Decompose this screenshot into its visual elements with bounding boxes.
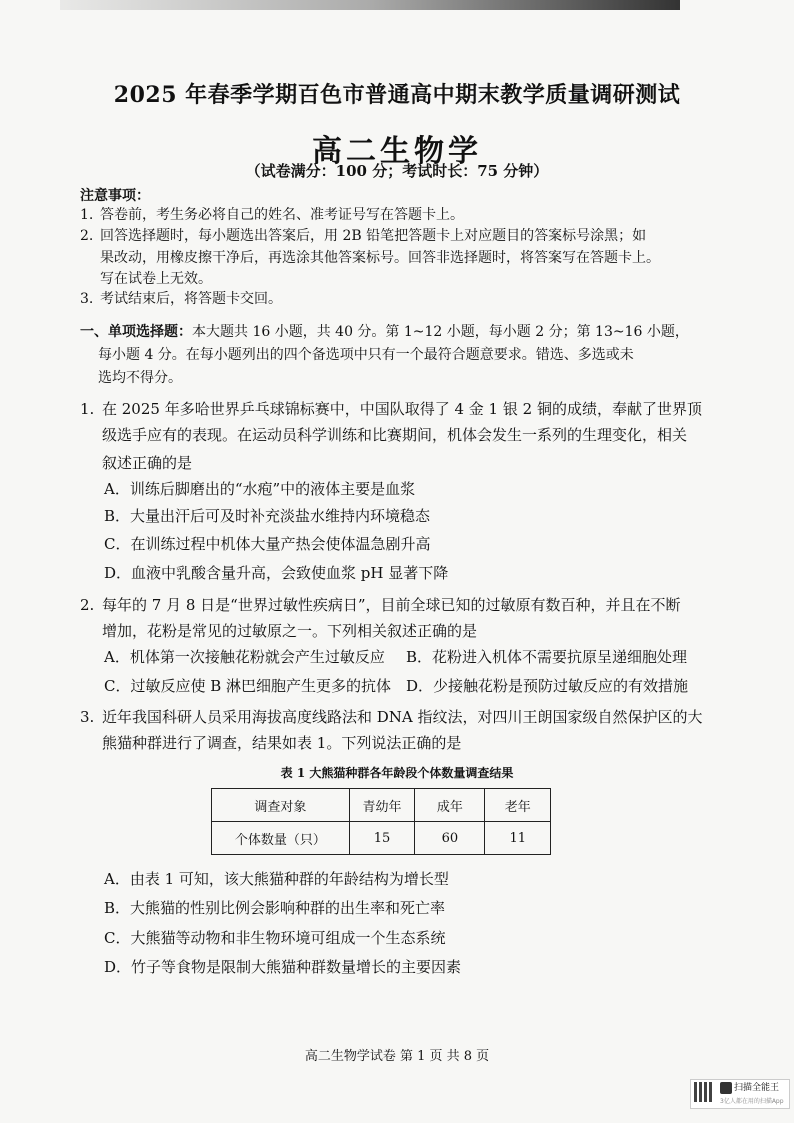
- q1-option-d: D．血液中乳酸含量升高，会致使血浆 pH 显著下降: [104, 564, 449, 582]
- table-cell: 15: [349, 822, 414, 855]
- section-heading: 一、单项选择题：本大题共 16 小题，共 40 分。第 1~12 小题，每小题 2 分；第 13~16 小题，: [80, 324, 689, 340]
- exam-title: 2025 年春季学期百色市普通高中期末教学质量调研测试: [113, 82, 681, 108]
- section-line-2: 每小题 4 分。在每小题列出的四个备选项中只有一个最符合题意要求。错选、多选或未: [98, 347, 634, 363]
- page-footer: 高二生物学试卷 第 1 页 共 8 页: [304, 1049, 490, 1064]
- qr-code-icon: [694, 1082, 714, 1102]
- q2-option-c: C．过敏反应使 B 淋巴细胞产生更多的抗体: [104, 677, 392, 695]
- q2-option-b: B．花粉进入机体不需要抗原呈递细胞处理: [406, 648, 688, 666]
- scan-top-shadow: [60, 0, 680, 10]
- q2-option-d: D．少接触花粉是预防过敏反应的有效措施: [406, 677, 689, 695]
- q3-option-d: D．竹子等食物是限制大熊猫种群数量增长的主要因素: [104, 958, 462, 976]
- table-header-cell: 调查对象: [212, 789, 350, 822]
- q3-option-c: C．大熊猫等动物和非生物环境可组成一个生态系统: [104, 929, 446, 947]
- question-2: 2. 每年的 7 月 8 日是“世界过敏性疾病日”，目前全球已知的过敏原有数百种，并且在不断: [80, 596, 681, 614]
- watermark-sub: 3亿人都在用的扫描App: [720, 1098, 784, 1105]
- q2-option-a: A．机体第一次接触花粉就会产生过敏反应: [104, 648, 385, 666]
- question-3: 3. 近年我国科研人员采用海拔高度线路法和 DNA 指纹法，对四川王朗国家级自然保护区的大: [80, 708, 703, 726]
- question-1-line-2: 级选手应有的表现。在运动员科学训练和比赛期间，机体会发生一系列的生理变化，相关: [102, 426, 688, 444]
- scanner-logo-icon: [720, 1082, 732, 1094]
- note-1: 1. 答卷前，考生务必将自己的姓名、准考证号写在答题卡上。: [80, 207, 464, 223]
- question-3-line-2: 熊猫种群进行了调查，结果如表 1。下列说法正确的是: [102, 734, 462, 752]
- section-label: 一、单项选择题：: [80, 324, 192, 340]
- table-header-cell: 青幼年: [349, 789, 414, 822]
- table-caption: 表 1 大熊猫种群各年龄段个体数量调查结果: [280, 766, 514, 780]
- question-2-line-2: 增加，花粉是常见的过敏原之一。下列相关叙述正确的是: [102, 622, 478, 640]
- exam-info: （试卷满分：100 分；考试时长：75 分钟）: [245, 162, 549, 180]
- table-cell: 个体数量（只）: [212, 822, 350, 855]
- q1-option-b: B．大量出汗后可及时补充淡盐水维持内环境稳态: [104, 507, 431, 525]
- table-header-cell: 老年: [485, 789, 551, 822]
- notes-heading: 注意事项：: [80, 188, 150, 204]
- note-2: 2. 回答选择题时，每小题选出答案后，用 2B 铅笔把答题卡上对应题目的答案标号涂黑；如: [80, 228, 647, 244]
- table-row: [212, 822, 551, 855]
- table-header-row: [212, 789, 551, 822]
- table-cell: 60: [415, 822, 485, 855]
- table-cell: 11: [485, 822, 551, 855]
- question-1-line-3: 叙述正确的是: [102, 454, 193, 472]
- note-2-line-3: 写在试卷上无效。: [100, 271, 212, 287]
- q1-option-a: A．训练后脚磨出的“水疱”中的液体主要是血浆: [104, 480, 416, 498]
- q1-option-c: C．在训练过程中机体大量产热会使体温急剧升高: [104, 535, 431, 553]
- table-header-cell: 成年: [415, 789, 485, 822]
- section-line-3: 选均不得分。: [98, 370, 182, 386]
- subject-title: 高二生物学: [312, 134, 482, 169]
- q3-option-b: B．大熊猫的性别比例会影响种群的出生率和死亡率: [104, 899, 446, 917]
- question-1: 1. 在 2025 年多哈世界乒乓球锦标赛中，中国队取得了 4 金 1 银 2 铜的成绩，奉献了世界顶: [80, 400, 702, 418]
- note-3: 3. 考试结束后，将答题卡交回。: [80, 291, 282, 307]
- note-2-line-2: 果改动，用橡皮擦干净后，再选涂其他答案标号。回答非选择题时，将答案写在答题卡上。: [100, 250, 660, 266]
- q3-option-a: A．由表 1 可知，该大熊猫种群的年龄结构为增长型: [104, 870, 449, 888]
- survey-table: [211, 788, 551, 855]
- watermark-brand: 扫描全能王: [734, 1083, 780, 1093]
